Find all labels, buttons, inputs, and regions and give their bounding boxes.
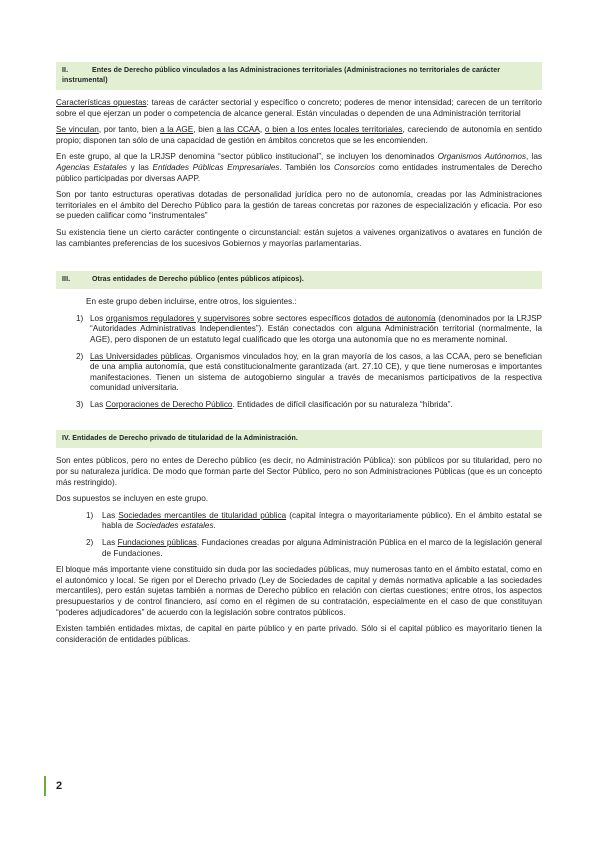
paragraph: En este grupo deben incluirse, entre otros, los siguientes.: [86, 297, 297, 307]
list-item: 3) Las Corporaciones de Derecho Público. Entidades de difícil clasificación por su naturaleza “híbrida”. [76, 399, 453, 409]
list [56, 511, 542, 559]
paragraph: Características opuestas: tareas de carácter sectorial y específico o concreto; poderes de menor intensidad; carecen de un territorio sobre el que ejerzan un poder o competencia de alcance general. Están vinculadas o dependen de una Administración territorial [56, 98, 542, 118]
paragraph: Son entes públicos, pero no entes de Derecho público (es decir, no Administración Pública): son públicos por su titularidad, pero no por su naturaleza jurídica. De modo que forman parte del Sector Público, pero no son Administraciones Públicas (que es un concepto más restringido). [56, 456, 542, 487]
section-number: III. [62, 276, 71, 284]
list-item: 1) Las Sociedades mercantiles de titularidad pública (capital íntegra o mayoritariamente público). En el ámbito estatal se habla de Sociedades estatales. [86, 510, 542, 531]
paragraph: Son por tanto estructuras operativas dotadas de personalidad jurídica pero no de autonomía, creadas por las Administraciones territoriales en el ámbito del Derecho Público para la gestión de tareas concretas por razones de especialización y eficacia. Por eso se pueden calificar como “instrumentales” [56, 190, 542, 221]
section-title: Otras entidades de Derecho público (entes públicos atípicos). [92, 276, 304, 284]
section-iv-heading [56, 430, 542, 448]
paragraph: El bloque más importante viene constituido sin duda por las sociedades públicas, muy numerosas tanto en el ámbito estatal, como en el autonómico y local. Se rigen por el Derecho privado (Ley de Sociedades de capital y demás normativa aplicable a las sociedades mercantiles), pero están sujetas también a normas de Derecho público en relación con ciertas cuestiones; entre otros, los aspectos presupuestarios y de control financiero, así como en el régimen de su contratación, especialmente en el caso de que constituyan “poderes adjudicadores” de acuerdo con la legislación sobre contratos públicos. [56, 565, 542, 617]
section-iii-heading [56, 271, 542, 289]
page-number: 2 [44, 776, 62, 796]
paragraph: Se vinculan, por tanto, bien a la AGE, bien a las CCAA, o bien a los entes locales territoriales, careciendo de autonomía en sentido propio; disponen tan sólo de una capacidad de gestión en ámbitos concretos que se les encomienden. [56, 125, 542, 145]
paragraph: Existen también entidades mixtas, de capital en parte público y en parte privado. Sólo si el capital público es mayoritario tienen la consideración de entidades públicas. [56, 624, 542, 644]
list [56, 314, 542, 411]
document-page [56, 52, 542, 651]
paragraph: En este grupo, al que la LRJSP denomina “sector público institucional”, se incluyen los denominados Organismos Autónomos, las Agencias Estatales y las Entidades Públicas Empresariales. También los Consorcios como entidades instrumentales de Derecho público participadas por diversas AAPP. [56, 152, 543, 183]
paragraph: Dos supuestos se incluyen en este grupo. [56, 494, 209, 504]
list-item: 1) Los organismos reguladores y supervisores sobre sectores específicos dotados de autonomía (denominados por la LRJSP “Autoridades Administrativas Independientes”). Están conectados con alguna Administración territorial (normalmente, la AGE), pero disponen de un estatuto legal cualificado que les otorga una autonomía que no es meramente nominal. [76, 313, 542, 344]
list-item: 2) Las Universidades públicas. Organismos vinculados hoy, en la gran mayoría de los casos, a las CCAA, pero se benefician de una amplia autonomía, que está constitucionalmente garantizada (art. 27.10 CE), y que tiene numerosas e importantes manifestaciones. Tienen un sistema de autogobierno singular a través de mecanismos participativos de la respectiva comunidad universitaria. [76, 351, 542, 393]
section-title: Entes de Derecho público vinculados a las Administraciones territoriales (Administraciones no territoriales de carácter instrumental) [62, 67, 501, 84]
section-number: II. [62, 67, 69, 74]
list-item: 2) Las Fundaciones públicas. Fundaciones creadas por alguna Administración Pública en el marco de la legislación general de Fundaciones. [86, 538, 542, 558]
section-title: IV. Entidades de Derecho privado de titularidad de la Administración. [62, 435, 298, 443]
section-ii-heading [56, 62, 542, 90]
paragraph: Su existencia tiene un cierto carácter contingente o circunstancial: están sujetos a vaivenes organizativos o avatares en función de las cambiantes preferencias de los sucesivos Gobiernos y mayorías parlamentarias. [56, 227, 542, 248]
